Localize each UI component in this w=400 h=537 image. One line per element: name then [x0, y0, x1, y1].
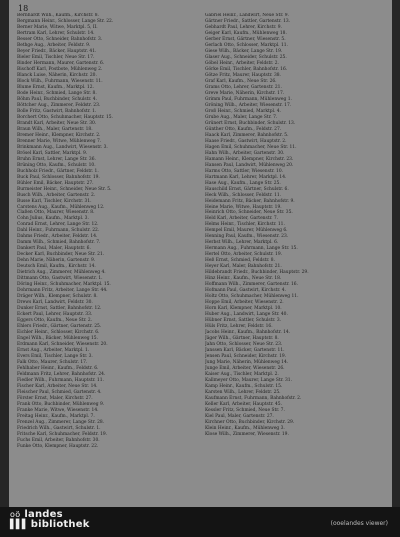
- directory-entry: Heck Wilh., Schlosser, Feldstr. 11.: [205, 192, 282, 198]
- directory-entry: Hermann Aug., Fuhrmann, Lange Str. 15.: [205, 246, 298, 252]
- directory-entry: Hagen Emil, Schuhmacher, Neue Str. 11.: [205, 144, 297, 150]
- directory-entry: Carstens Aug., Kaufm., Mühlenweg 12.: [17, 204, 105, 210]
- directory-entry: Dittmann Otto, Gastwirt, Wiesenstr. 1.: [17, 276, 103, 282]
- directory-entry: Jensen Paul, Schneider, Kirchstr. 19.: [205, 354, 287, 360]
- directory-entry: Bieler Emil, Tischler, Neue Str. 17.: [17, 54, 95, 60]
- directory-entry: Ehlers Friedr., Gärtner, Gartenstr. 25.: [17, 324, 102, 330]
- directory-entry: Huber Aug., Landwirt, Lange Str. 40.: [205, 312, 288, 318]
- directory-entry: Giese Wilh., Bäcker, Lange Str. 19.: [205, 48, 283, 54]
- directory-entry: Göbel Heinr., Arbeiter, Feldstr. 2.: [205, 60, 279, 66]
- directory-entry: Heß Ernst, Schmied, Feldstr. 8.: [205, 258, 275, 264]
- directory-entry: Jacobs Heinr., Kaufm., Bahnhofstr. 14.: [205, 330, 291, 336]
- directory-entry: Dehn Marie, Näherin, Gartenstr. 9.: [17, 258, 96, 264]
- directory-entry: Heidemann Fritz, Bäcker, Bahnhofstr. 9.: [205, 198, 295, 204]
- directory-entry: Hoppe Emil, Arbeiter, Wiesenstr. 2.: [205, 300, 284, 306]
- directory-entry: Klose Wilh., Zimmerer, Wiesenstr. 19.: [205, 431, 289, 437]
- logo-line1: landes: [24, 509, 63, 520]
- directory-entry: Grube Aug., Maler, Lange Str. 7.: [205, 114, 278, 120]
- directory-entry: Götze Fritz, Maurer, Hauptstr. 38.: [205, 72, 281, 78]
- logo-prefix: oö: [10, 510, 21, 519]
- directory-entry: Grimm Paul, Fuhrmann, Mühlenweg 1.: [205, 96, 292, 102]
- directory-entry: Klein Heinr., Kaufm., Mühlenweg 3.: [205, 425, 285, 431]
- directory-entry: Burmeister Heinr., Schneider, Neue Str. 5.: [17, 186, 112, 192]
- directory-entry: Keller Karl, Arbeiter, Hauptstr. 45.: [205, 401, 282, 407]
- directory-entry: Dahl Heinr., Fuhrmann, Schulstr. 22.: [17, 228, 100, 234]
- directory-entry: Bode Heinr., Schmied, Lange Str. 8.: [17, 90, 97, 96]
- directory-entry: Jäger Wilh., Gärtner, Hauptstr. 8.: [205, 336, 279, 342]
- directory-entry: Gröning Wilh., Arbeiter, Wiesenstr. 17.: [205, 102, 292, 108]
- directory-entry: Dohrmann Fritz, Arbeiter, Lange Str. 44.: [17, 288, 108, 294]
- directory-entry: Henning Paul, Kaufm., Wiesenstr. 23.: [205, 234, 289, 240]
- directory-entry: Herbst Wilh., Lehrer, Marktpl. 6.: [205, 240, 279, 246]
- directory-entry: Blume Ernst, Kaufm., Marktpl. 12.: [17, 84, 94, 90]
- directory-entry: Heyer Karl, Maler, Bahnhofstr. 21.: [205, 264, 282, 270]
- directory-entry: Jung Marie, Näherin, Mühlenweg 14.: [205, 360, 289, 366]
- logo-line2: bibliothek: [30, 519, 90, 530]
- directory-entry: Blanck Luise, Näherin, Kirchstr. 20.: [17, 72, 97, 78]
- directory-entry: Hase Aug., Kaufm., Lange Str. 25.: [205, 180, 281, 186]
- directory-entry: Janssen Karl, Bäcker, Gartenstr. 11.: [205, 348, 285, 354]
- directory-entry: Haack Karl, Zimmerer, Bahnhofstr. 5.: [205, 132, 289, 138]
- directory-entry: Engel Wilh., Bäcker, Mühlenweg 15.: [17, 336, 98, 342]
- directory-entry: Kamp Heinr., Kaufm., Schulstr. 15.: [205, 384, 283, 390]
- document-page: [9, 0, 392, 507]
- directory-entry: Holtz Otto, Schuhmacher, Mühlenweg 11.: [205, 294, 299, 300]
- directory-entry: Feldmann Fritz, Lehrer, Bahnhofstr. 24.: [17, 372, 106, 378]
- directory-entry: Gebhardt Paul, Lehrer, Kirchstr. 9.: [205, 24, 282, 30]
- left-column: [17, 13, 197, 501]
- directory-entry: Fritsche Karl, Schuhmacher, Feldstr. 19.: [17, 431, 108, 437]
- directory-entry: Böhm Paul, Buchbinder, Schulstr. 4.: [17, 96, 97, 102]
- directory-entry: Fehlhaber Heinr., Kaufm., Feldstr. 6.: [17, 366, 99, 372]
- directory-entry: Heine Marie, Witwe, Hauptstr. 19.: [205, 204, 282, 210]
- directory-entry: Heinrich Otto, Schneider, Neue Str. 35.: [205, 210, 293, 216]
- directory-entry: Brösel Karl, Sattler, Marktpl. 9.: [17, 150, 88, 156]
- directory-entry: Frenzel Aug., Zimmerer, Lange Str. 28.: [17, 419, 105, 425]
- directory-entry: Hoffmann Wilh., Zimmerer, Gartenstr. 16.: [205, 282, 298, 288]
- directory-entry: Beyer Friedr., Bäcker, Hauptstr. 41.: [17, 48, 97, 54]
- directory-entry: Karsten Wilh., Lehrer, Feldstr. 25.: [205, 390, 281, 396]
- directory-entry: Kirchner Otto, Buchbinder, Kirchstr. 29.: [205, 419, 295, 425]
- directory-entry: Brandt Karl, Arbeiter, Neue Str. 30.: [17, 120, 97, 126]
- page-number: 18: [18, 4, 29, 13]
- directory-entry: Hübner Ernst, Sattler, Schulstr. 3.: [205, 318, 282, 324]
- directory-entry: Förster Ernst, Maler, Kirchstr. 27.: [17, 396, 93, 401]
- directory-entry: Binder Hermann, Maurer, Gartenstr. 6.: [17, 60, 105, 66]
- directory-entry: Eggers Otto, Kaufm., Neue Str. 2.: [17, 318, 93, 324]
- directory-entry: Ernst Aug., Arbeiter, Marktpl. 1.: [17, 348, 90, 354]
- right-column: [205, 13, 385, 501]
- directory-entry: Görke Emil, Tischler, Bahnhofstr. 16.: [205, 66, 288, 72]
- directory-entry: Cohn Julius, Kaufm., Marktpl. 3.: [17, 216, 89, 222]
- directory-entry: Haase Friedr., Gastwirt, Hauptstr. 2.: [205, 138, 287, 144]
- directory-entry: Hamann Heinr., Klempner, Kirchstr. 23.: [205, 156, 294, 162]
- directory-entry: Kaufmann Ernst, Fuhrmann, Bahnhofstr. 2.: [205, 396, 302, 401]
- directory-entry: Gerber Ernst, Gärtner, Wiesenstr. 5.: [205, 36, 286, 42]
- directory-entry: Busse Karl, Tischler, Kirchstr. 31.: [17, 198, 92, 204]
- directory-entry: Hofmann Paul, Gastwirt, Kirchstr. 4.: [205, 288, 286, 294]
- directory-entry: Hartmann Karl, Lehrer, Marktpl. 14.: [205, 174, 287, 180]
- directory-entry: Erdmann Karl, Schneider, Wiesenstr. 20.: [17, 342, 108, 348]
- directory-entry: Groß Heinr., Schmied, Marktpl. 4.: [205, 108, 281, 114]
- directory-entry: Bertram Karl, Lehrer, Schulstr. 14.: [17, 30, 95, 36]
- directory-entry: Fleischer Paul, Schmied, Gartenstr. 4.: [17, 390, 102, 396]
- directory-entry: Decker Karl, Buchbinder, Neue Str. 21.: [17, 252, 105, 258]
- directory-entry: Dräger Wilh., Klempner, Schulstr. 8.: [17, 294, 98, 300]
- directory-entry: Borchert Otto, Schuhmacher, Hauptstr. 15.: [17, 114, 113, 120]
- directory-entry: Damm Wilh., Schmied, Bahnhofstr. 7.: [17, 240, 101, 246]
- directory-entry: Busch Wilh., Arbeiter, Gartenstr. 2.: [17, 192, 96, 198]
- directory-entry: Bethge Aug., Arbeiter, Feldstr. 9.: [17, 42, 91, 48]
- directory-entry: Grams Otto, Lehrer, Gartenstr. 21.: [205, 84, 282, 90]
- directory-entry: Eckert Paul, Lehrer, Hauptstr. 33.: [17, 312, 93, 318]
- directory-entry: Gerlach Otto, Schlosser, Marktpl. 11.: [205, 42, 288, 48]
- directory-entry: Grünert Ernst, Buchbinder, Schulstr. 13.: [205, 120, 296, 126]
- directory-entry: Horn Karl, Klempner, Marktpl. 10.: [205, 306, 282, 312]
- directory-entry: Fuchs Emil, Arbeiter, Bahnhofstr. 30.: [17, 437, 100, 443]
- directory-entry: Brüning Otto, Kaufm., Schulstr. 10.: [17, 162, 96, 168]
- directory-entry: Fischer Karl, Arbeiter, Neue Str. 14.: [17, 384, 98, 390]
- directory-entry: Kiel Paul, Maler, Gartenstr. 27.: [205, 413, 274, 419]
- directory-entry: Freitag Heinr., Kaufm., Marktpl. 7.: [17, 413, 95, 419]
- directory-entry: Hildebrandt Friedr., Buchbinder, Hauptstr. 29.: [205, 270, 309, 276]
- viewer-label: (ooelandes viewer): [330, 520, 388, 527]
- directory-entry: Bernhardt Wilh., Kaufm., Kirchstr. 8.: [17, 13, 99, 18]
- directory-entry: Besser Otto, Schneider, Bahnhofstr. 3.: [17, 36, 103, 42]
- directory-entry: Kessler Fritz, Schmied, Neue Str. 7.: [205, 407, 285, 413]
- directory-entry: Conrad Ernst, Lehrer, Lange Str. 12.: [17, 222, 99, 228]
- directory-entry: Graf Karl, Kaufm., Neue Str. 26.: [205, 78, 277, 84]
- directory-entry: Bruhn Ernst, Lehrer, Lange Str. 36.: [17, 156, 96, 162]
- directory-entry: Dietrich Aug., Zimmerer, Mühlenweg 4.: [17, 270, 106, 276]
- directory-entry: Hauschild Ernst, Gärtner, Schulstr. 6.: [205, 186, 289, 192]
- directory-entry: Claßen Otto, Maurer, Wiesenstr. 8.: [17, 210, 95, 216]
- directory-entry: Dankert Paul, Maler, Hauptstr. 6.: [17, 246, 91, 252]
- directory-entry: Block Wilh., Fuhrmann, Wiesenstr. 11.: [17, 78, 103, 84]
- directory-entry: Funke Otto, Klempner, Hauptstr. 22.: [17, 443, 99, 449]
- directory-entry: Frank Otto, Buchbinder, Mühlenweg 9.: [17, 401, 105, 407]
- directory-entry: Falk Otto, Maurer, Schulstr. 17.: [17, 360, 88, 366]
- directory-entry: Gabriel Heinr., Landwirt, Neue Str. 9.: [205, 13, 289, 18]
- directory-entry: Günther Otto, Kaufm., Feldstr. 27.: [205, 126, 282, 132]
- logo-bars-icon: ▌▌▌: [10, 520, 28, 530]
- directory-entry: Bergmann Heinr., Schlosser, Lange Str. 22.: [17, 18, 114, 24]
- directory-entry: Hüls Fritz, Lehrer, Feldstr. 16.: [205, 324, 273, 330]
- directory-entry: Berner Marie, Witwe, Marktpl. 5, II.: [17, 24, 98, 30]
- directory-entry: Deutsch Emil, Kaufm., Kirchstr. 14.: [17, 264, 96, 270]
- directory-entry: Bühler Emil, Bäcker, Hauptstr. 27.: [17, 180, 94, 186]
- directory-entry: Friedrich Wilh., Gastwirt, Schulstr. 1.: [17, 425, 101, 431]
- directory-entry: Junge Emil, Arbeiter, Wiesenstr. 26.: [205, 366, 285, 372]
- directory-entry: Evers Emil, Tischler, Lange Str. 3.: [17, 354, 93, 360]
- directory-entry: Hahn Wilh., Arbeiter, Gartenstr. 30.: [205, 150, 285, 156]
- directory-entry: Hempel Emil, Maurer, Mühlenweg 6.: [205, 228, 288, 234]
- directory-entry: Geiger Karl, Kaufm., Mühlenweg 18.: [205, 30, 287, 36]
- directory-entry: Glaser Aug., Schneider, Schulstr. 25.: [205, 54, 287, 60]
- directory-entry: Brenner Marie, Witwe, Mühlenweg 7.: [17, 138, 102, 144]
- directory-entry: Held Karl, Arbeiter, Gartenstr. 7.: [205, 216, 279, 222]
- directory-entry: Franke Marie, Witwe, Wiesenstr. 14.: [17, 407, 99, 413]
- directory-entry: Böttcher Aug., Zimmerer, Feldstr. 23.: [17, 102, 101, 108]
- directory-entry: Drews Karl, Landwirt, Feldstr. 30.: [17, 300, 93, 306]
- directory-entry: Brinkmann Aug., Landwirt, Wiesenstr. 3.: [17, 144, 108, 150]
- directory-entry: Kallmeyer Otto, Maurer, Lange Str. 31.: [205, 378, 292, 384]
- directory-entry: Helms Heinr., Tischler, Kirchstr. 11.: [205, 222, 285, 228]
- directory-entry: Dahms Friedr., Arbeiter, Feldstr. 14.: [17, 234, 98, 240]
- library-logo: [10, 510, 90, 530]
- directory-entry: Dunker Ernst, Sattler, Bahnhofstr. 12.: [17, 306, 102, 312]
- directory-entry: Fiedler Wilh., Fuhrmann, Hauptstr. 11.: [17, 378, 104, 384]
- directory-entry: Gärtner Friedr., Sattler, Gartenstr. 13.: [205, 18, 291, 24]
- directory-entry: Döring Heinr., Schuhmacher, Marktpl. 15.: [17, 282, 111, 288]
- directory-entry: Kaiser Aug., Tischler, Marktpl. 2.: [205, 372, 279, 378]
- directory-entry: Bischoff Karl, Postbote, Mühlenweg 2.: [17, 66, 103, 72]
- directory-entry: Hinz Heinr., Kaufm., Neue Str. 18.: [205, 276, 282, 282]
- directory-entry: Hansen Paul, Landwirt, Mühlenweg 20.: [205, 162, 294, 168]
- directory-entry: Hertel Otto, Arbeiter, Schulstr. 19.: [205, 252, 283, 258]
- directory-entry: Harms Otto, Sattler, Wiesenstr. 10.: [205, 168, 284, 174]
- directory-entry: Buck Paul, Schlosser, Bahnhofstr. 19.: [17, 174, 100, 180]
- directory-entry: Buchholz Friedr., Gärtner, Feldstr. 1.: [17, 168, 99, 174]
- directory-entry: Bolle Fritz, Gastwirt, Bahnhofstr. 1.: [17, 108, 97, 114]
- directory-entry: Greve Marie, Näherin, Kirchstr. 17.: [205, 90, 285, 96]
- directory-entry: Braun Wilh., Maler, Gartenstr. 18.: [17, 126, 93, 132]
- directory-entry: Jahn Otto, Schlosser, Neue Str. 23.: [205, 342, 283, 348]
- directory-entry: Bremer Heinr., Klempner, Kirchstr. 2.: [17, 132, 101, 138]
- directory-entry: Eichler Heinr., Schlosser, Kirchstr. 6.: [17, 330, 100, 336]
